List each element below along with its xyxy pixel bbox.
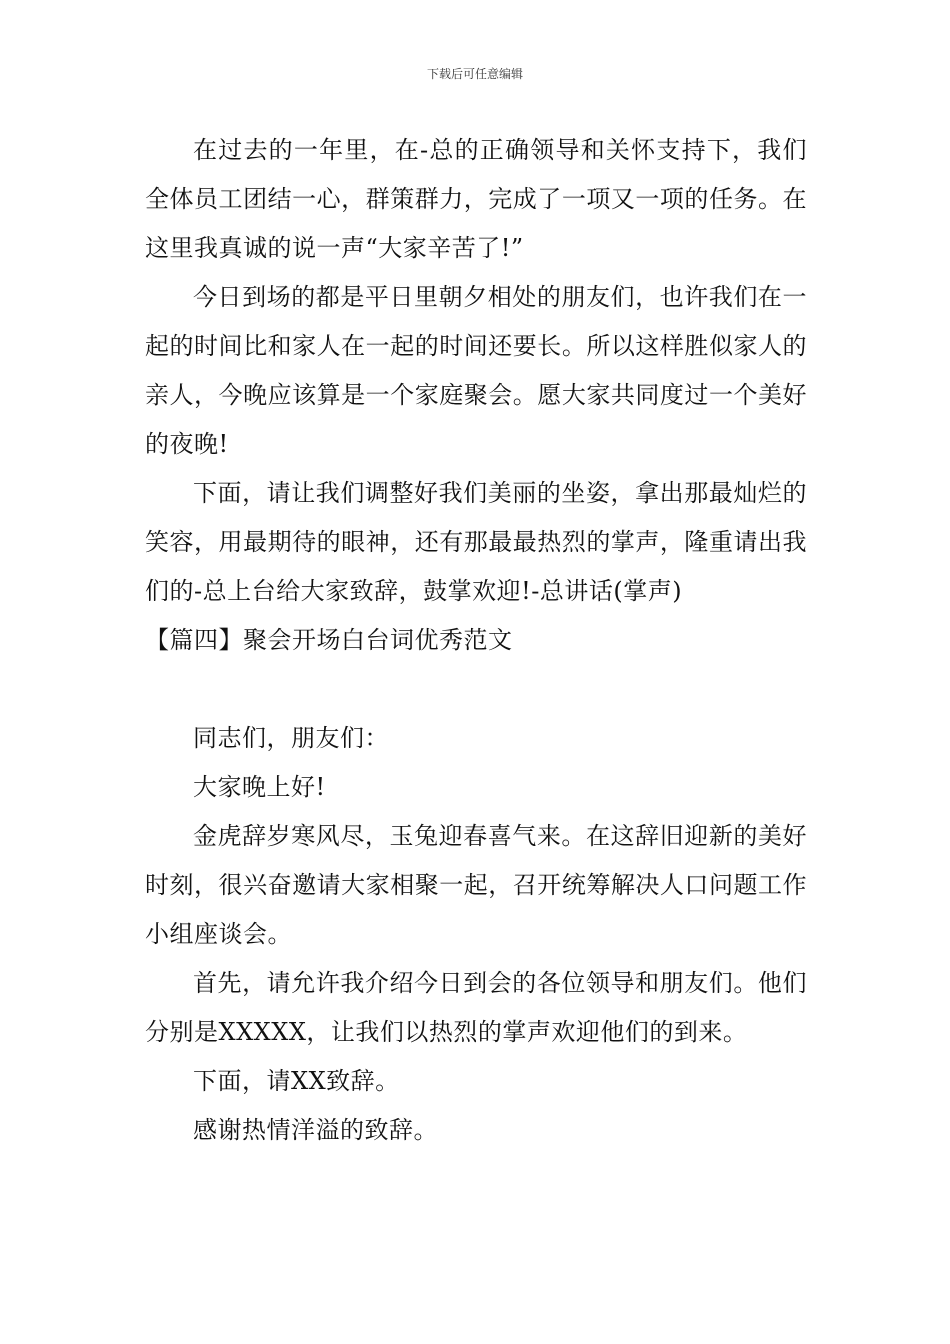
- paragraph: 下面，请让我们调整好我们美丽的坐姿，拿出那最灿烂的笑容，用最期待的眼神，还有那最最热烈的掌声，隆重请出我们的-总上台给大家致辞，鼓掌欢迎!-总讲话(掌声): [145, 479, 807, 605]
- page-header: 下载后可任意编辑: [426, 67, 523, 81]
- blank-line: [145, 665, 807, 714]
- paragraph: 今日到场的都是平日里朝夕相处的朋友们，也许我们在一起的时间比和家人在一起的时间还要长。所以这样胜似家人的亲人，今晚应该算是一个家庭聚会。愿大家共同度过一个美好的夜晚!: [145, 283, 807, 458]
- paragraph: 首先，请允许我介绍今日到会的各位领导和朋友们。他们分别是XXXXX，让我们以热烈的掌声欢迎他们的到来。: [145, 969, 807, 1046]
- paragraph: 感谢热情洋溢的致辞。: [193, 1116, 438, 1144]
- paragraph: 同志们，朋友们：: [193, 724, 389, 752]
- paragraph: 下面，请XX致辞。: [193, 1067, 400, 1095]
- document-body: [145, 126, 807, 1155]
- paragraph: 大家晚上好!: [193, 773, 326, 801]
- paragraph: 在过去的一年里，在-总的正确领导和关怀支持下，我们全体员工团结一心，群策群力，完成了一项又一项的任务。在这里我真诚的说一声“大家辛苦了!”: [145, 136, 807, 262]
- paragraph: 金虎辞岁寒风尽，玉兔迎春喜气来。在这辞旧迎新的美好时刻，很兴奋邀请大家相聚一起，召开统筹解决人口问题工作小组座谈会。: [145, 822, 807, 948]
- section-heading: 【篇四】聚会开场白台词优秀范文: [145, 626, 513, 654]
